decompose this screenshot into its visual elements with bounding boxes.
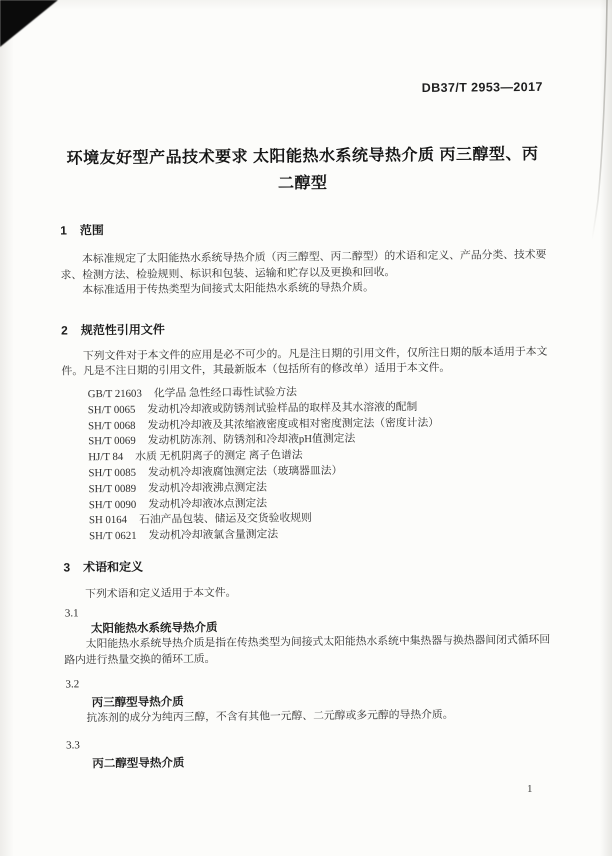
reference-code: SH/T 0085 — [88, 466, 137, 480]
reference-code: HJ/T 84 — [88, 451, 124, 464]
section-2-title: 规范性引用文件 — [80, 322, 165, 338]
document-title: 环境友好型产品技术要求 太阳能热水系统导热介质 丙三醇型、丙二醇型 — [66, 145, 539, 193]
section-1-heading — [60, 219, 546, 239]
reference-code: GB/T 21603 — [87, 387, 142, 401]
reference-title: 发动机冷却液冰点测定法 — [148, 497, 268, 511]
term-number: 3.2 — [65, 678, 80, 691]
section-2-heading — [61, 319, 547, 339]
reference-code: SH 0164 — [88, 514, 128, 527]
reference-title: 发动机冷却液或防锈剂试验样品的取样及其水溶液的配制 — [147, 400, 418, 416]
scope-paragraph-2: 本标准适用于传热类型为间接式太阳能热水系统的导热介质。 — [82, 281, 374, 297]
reference-title: 化学品 急性经口毒性试验方法 — [153, 386, 297, 400]
reference-code: SH/T 0069 — [88, 435, 136, 448]
reference-title: 发动机冷却液氯含量测定法 — [148, 528, 279, 542]
page-number: 1 — [527, 783, 533, 795]
reference-code: SH/T 0089 — [88, 482, 137, 495]
reference-title: 发动机冷却液腐蚀测定法（玻璃器皿法） — [147, 464, 343, 479]
reference-title: 水质 无机阴离子的测定 离子色谱法 — [135, 449, 303, 463]
section-3-number: 3 — [63, 560, 71, 575]
reference-item — [63, 525, 549, 545]
reference-code: SH/T 0090 — [88, 498, 137, 511]
reference-title: 发动机冷却液及其浓缩液密度或相对密度测定法（密度计法） — [147, 416, 440, 432]
scope-paragraph-1: 本标准规定了太阳能热水系统导热介质（丙三醇型、丙二醇型）的术语和定义、产品分类、技术要求、检测方法、检验规则、标识和包装、运输和贮存以及更换和回收。 — [60, 248, 547, 282]
references-intro: 下列文件对于本文件的应用是必不可少的。凡是注日期的引用文件，仅所注日期的版本适用于本文件。凡是不注日期的引用文件，其最新版本（包括所有的修改单）适用于本文件。 — [61, 345, 548, 378]
reference-title: 发动机冷却液沸点测定法 — [148, 481, 267, 495]
reference-code: SH/T 0621 — [89, 529, 137, 543]
reference-list — [62, 383, 549, 546]
document-content — [58, 0, 551, 773]
term-name: 丙三醇型导热介质 — [91, 696, 184, 710]
reference-code: SH/T 0068 — [87, 419, 136, 432]
section-1-number: 1 — [60, 223, 67, 238]
section-2-number: 2 — [61, 323, 68, 338]
term-name: 太阳能热水系统导热介质 — [90, 622, 218, 636]
term-definition: 太阳能热水系统导热介质是指在传热类型为间接式太阳能热水系统中集热器与换热器间闭式循环回路内进行热量交换的循环工质。 — [64, 633, 551, 667]
doc-number: DB37/T 2953—2017 — [421, 79, 543, 96]
terms-intro: 下列术语和定义适用于本文件。 — [85, 586, 237, 601]
reference-code: SH/T 0065 — [87, 403, 136, 417]
reference-title: 发动机防冻剂、防锈剂和冷却液pH值测定法 — [147, 433, 356, 448]
term-number: 3.3 — [66, 738, 80, 751]
section-1-title: 范围 — [79, 223, 104, 238]
section-3-heading — [63, 556, 549, 576]
scan-corner-fold-artifact — [0, 0, 58, 47]
term-definition: 抗冻剂的成分为纯丙三醇，不含有其他一元醇、二元醇或多元醇的导热介质。 — [86, 708, 454, 725]
reference-title: 石油产品包装、储运及交货验收规则 — [139, 512, 312, 527]
term-name: 丙二醇型导热介质 — [92, 757, 185, 771]
term-number: 3.1 — [64, 606, 79, 620]
section-3-title: 术语和定义 — [83, 559, 144, 575]
